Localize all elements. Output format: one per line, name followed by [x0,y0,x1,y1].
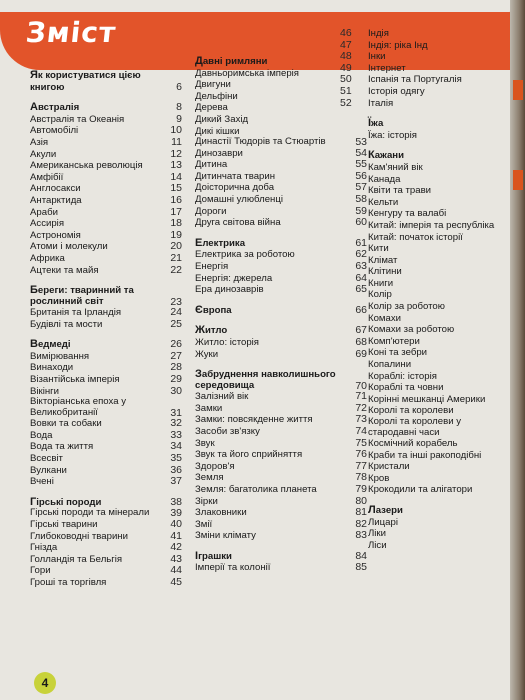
toc-entry-title: Давні римляни [195,55,268,67]
toc-entry-title: Іграшки [195,549,232,562]
toc-entry-title: Енергія: джерела [195,272,273,284]
toc-entry-page: 28 [170,361,182,374]
toc-entry-page: 19 [170,228,182,241]
toc-entry-title: Кров [368,472,390,484]
toc-entry-title: Австралія та Океанія [30,113,125,125]
toc-entry[interactable] [340,220,505,232]
toc-entry-title: Давньоримська імперія [195,67,299,79]
toc-entry-title: Автомобілі [30,125,79,137]
toc-entry-page: 85 [355,561,367,574]
toc-entry-title: Крокодили та алігатори [368,484,473,496]
toc-entry-title: Жуки [195,348,219,360]
section-gap [30,330,182,339]
toc-entry-title: Електрика за роботою [195,249,295,261]
toc-entry-title: Земля [195,472,224,484]
toc-entry-title: Китай: початок історії [368,231,463,243]
section-gap [340,141,505,150]
toc-entry-title: Індія: ріка Інд [368,39,428,51]
toc-entry[interactable] [340,289,505,301]
toc-entry[interactable] [30,183,182,195]
toc-entry-page: 9 [176,112,182,125]
toc-entry-title: Кораблі та човни [368,382,444,394]
toc-entry[interactable] [30,102,182,114]
toc-entry-title: Земля: багатолика планета [195,483,317,495]
toc-entry-title: Вчені [30,476,54,488]
toc-entry[interactable] [340,461,505,473]
toc-entry[interactable] [30,285,182,307]
toc-entry-page: 75 [355,436,367,449]
toc-entry-title: Космічний корабель [368,438,458,449]
toc-entry-title: Гірські тварини [30,518,98,530]
toc-entry[interactable] [340,336,505,348]
toc-entry[interactable] [340,540,505,552]
toc-entry-title: Кам'яний вік [368,161,423,173]
toc-entry-title: Лицарі [368,516,398,528]
page-tab-marker [513,80,523,100]
toc-entry-title: Індія [368,28,389,39]
toc-entry-title: Їжа [368,117,384,130]
toc-entry-title: Колір за роботою [368,301,445,313]
toc-entry-title: Будівлі та мости [30,318,103,330]
toc-entry-title: Ацтеки та майя [30,264,99,276]
toc-entry[interactable] [340,185,505,197]
toc-entry-title: Королі та королеви у стародавні часи [368,416,462,438]
toc-entry[interactable] [340,28,505,40]
toc-entry-page: 52 [340,96,352,109]
toc-entry[interactable] [30,508,182,519]
toc-entry[interactable] [340,63,505,75]
toc-entry-page: 73 [355,413,367,426]
section-gap [340,496,505,505]
toc-entry-title: Антарктида [30,194,82,206]
toc-entry-title: Інки [368,51,386,63]
toc-entry-page: 22 [170,263,182,276]
toc-entry[interactable] [340,243,505,255]
toc-entry-page: 46 [340,27,352,39]
toc-entry[interactable] [30,519,182,531]
toc-entry[interactable] [340,266,505,278]
toc-entry[interactable] [340,197,505,209]
toc-entry-title: Голландія та Бельгія [30,553,123,565]
toc-entry[interactable] [340,146,505,162]
toc-entry-title: Вода та життя [30,441,94,453]
toc-entry[interactable] [30,476,182,488]
toc-entry-page: 41 [170,529,182,542]
toc-entry[interactable] [30,172,182,184]
toc-entry[interactable] [30,565,182,577]
toc-entry[interactable] [30,207,182,219]
toc-entry-title: Кажани [368,149,405,162]
toc-entry[interactable] [30,430,182,442]
toc-entry[interactable] [340,359,505,371]
section-gap [30,276,182,285]
toc-entry-title: Зірки [195,495,218,507]
toc-entry-page: 68 [355,335,367,348]
toc-entry[interactable] [30,465,182,477]
toc-entry-page: 62 [355,248,367,261]
toc-entry-page: 23 [170,295,182,308]
toc-entry-page: 51 [340,84,352,97]
toc-entry[interactable] [30,70,182,93]
toc-entry-title: Астрономія [30,229,81,241]
toc-entry-title: Клітини [368,266,402,278]
toc-entry-page: 32 [170,417,182,430]
toc-entry-title: Залізний вік [195,391,249,403]
toc-entry-page: 63 [355,260,367,272]
toc-entry[interactable] [340,438,505,450]
toc-entry-title: Ера динозаврів [195,284,264,296]
toc-entry-title: Всесвіт [30,453,63,465]
toc-entry-page: 70 [355,379,367,392]
toc-entry-title: Звук [195,437,215,449]
toc-entry-title: Дельфіни [195,90,238,102]
toc-entry[interactable] [30,531,182,543]
section-gap [30,93,182,102]
toc-entry-page: 57 [355,181,367,194]
toc-entry-page: 45 [170,575,182,588]
toc-entry-page: 29 [170,373,182,386]
toc-entry-page: 16 [170,193,182,206]
toc-entry[interactable] [340,98,505,110]
toc-entry-page: 21 [170,251,182,264]
toc-entry-page: 67 [355,324,367,337]
toc-entry[interactable] [340,232,505,244]
toc-entry-title: Лазери [368,503,403,516]
toc-entry-page: 33 [170,428,182,441]
toc-entry-page: 18 [170,217,182,230]
toc-entry-page: 24 [170,306,182,319]
toc-entry-page: 59 [355,204,367,217]
toc-entry-page: 65 [355,283,367,296]
toc-entry-title: Ассирія [30,218,65,230]
toc-entry-title: Корінні мешканці Америки [368,393,486,405]
toc-entry-title: Гнізда [30,542,58,554]
toc-entry-title: Житло: історія [195,336,259,348]
page-title: Зміст [24,16,118,49]
toc-entry[interactable] [340,278,505,290]
toc-entry-title: Береги: тваринний та рослинний світ [30,284,134,307]
toc-entry[interactable] [30,351,182,363]
toc-entry[interactable] [340,40,505,52]
toc-entry[interactable] [340,301,505,313]
toc-entry-page: 15 [170,182,182,195]
toc-entry-title: Династії Тюдорів та Стюартів [195,136,326,148]
toc-entry-title: Зміни клімату [195,530,256,542]
toc-entry-page: 84 [355,549,367,562]
toc-entry-title: Кристали [368,461,410,473]
toc-entry-title: Кельти [368,196,399,208]
toc-entry[interactable] [30,441,182,453]
toc-entry-page: 13 [170,159,182,172]
toc-entry[interactable] [30,397,182,418]
toc-entry-page: 11 [171,135,182,148]
toc-entry-title: Амфібії [30,171,64,183]
toc-entry[interactable] [30,453,182,465]
toc-entry-title: Домашні улюбленці [195,194,283,206]
toc-entry-title: Злаковники [195,507,247,519]
toc-entry-page: 83 [355,529,367,542]
toc-entry-page: 26 [170,338,182,351]
toc-entry-title: Книги [368,277,394,289]
toc-entry-title: Житло [195,324,228,337]
toc-entry-title: Вікінги [30,385,60,397]
toc-entry-title: Гори [30,565,51,577]
toc-entry-title: Британія та Ірландія [30,307,122,319]
next-page-edge [510,0,525,700]
toc-entry-page: 6 [176,80,182,93]
toc-entry[interactable] [340,450,505,462]
toc-entry[interactable] [340,371,505,383]
toc-entry[interactable] [195,551,367,563]
toc-entry-title: Звук та його сприйняття [195,449,303,461]
toc-entry-title: Візантійська імперія [30,374,120,386]
toc-entry-title: Дикий Захід [195,113,249,125]
toc-entry[interactable] [30,137,182,149]
toc-entry-title: Друга світова війна [195,217,281,229]
toc-entry-title: Змії [195,518,213,530]
toc-column-1 [30,70,182,588]
toc-entry-page: 58 [355,193,367,206]
page-tab-marker [513,170,523,190]
toc-entry-title: Ліси [368,539,387,551]
toc-entry[interactable] [30,125,182,137]
page-number-badge: 4 [34,672,56,694]
toc-entry[interactable] [340,74,505,86]
toc-entry-page: 42 [170,541,182,554]
toc-entry[interactable] [30,218,182,230]
toc-entry[interactable] [195,562,367,574]
toc-entry-page: 60 [355,216,367,229]
toc-entry[interactable] [340,417,505,438]
toc-entry-title: Квіти та трави [368,185,432,197]
toc-entry-page: 78 [355,471,367,484]
toc-entry-title: Енергія [195,261,229,272]
section-gap [30,488,182,497]
toc-entry-page: 35 [170,452,182,465]
toc-entry-page: 40 [170,517,182,530]
toc-entry[interactable] [30,307,182,319]
toc-entry[interactable] [30,195,182,207]
toc-entry[interactable] [30,265,182,277]
toc-entry-title: Динозаври [195,147,243,159]
toc-entry-title: Вода [30,429,53,441]
toc-entry[interactable] [340,86,505,98]
toc-entry-page: 56 [355,169,367,182]
toc-entry-title: Азія [30,136,49,148]
toc-entry-title: Комахи за роботою [368,324,455,336]
toc-entry-page: 37 [170,475,182,488]
toc-entry-title: Як користуватися цією книгою [30,69,141,93]
toc-entry-page: 14 [170,170,182,183]
toc-entry-page: 79 [355,482,367,495]
toc-entry-page: 80 [355,494,367,507]
toc-entry-title: Здоров'я [195,460,235,472]
toc-entry-title: Замки [195,402,223,414]
toc-entry[interactable] [30,241,182,253]
toc-entry-title: Коні та зебри [368,347,428,359]
toc-entry[interactable] [30,253,182,265]
toc-entry-title: Імперії та колонії [195,562,271,574]
toc-entry-title: Електрика [195,236,246,249]
toc-entry-page: 17 [170,205,182,218]
toc-entry-title: Клімат [368,254,398,266]
toc-entry[interactable] [340,324,505,336]
toc-entry-page: 39 [170,507,182,520]
toc-entry[interactable] [30,418,182,430]
toc-entry-title: Вікторіанська епоха у Великобританії [30,396,127,418]
toc-entry[interactable] [30,230,182,242]
toc-entry-title: Копалини [368,359,412,371]
toc-entry-title: Дороги [195,205,227,217]
toc-entry-page: 53 [355,136,367,149]
toc-entry-title: Іспанія та Португалія [368,74,462,86]
toc-entry-page: 64 [355,271,367,284]
toc-entry-title: Кити [368,243,389,255]
toc-entry[interactable] [340,174,505,186]
toc-entry-title: Комп'ютери [368,335,420,347]
toc-entry[interactable] [340,51,505,63]
toc-entry-title: Кенгуру та валабі [368,208,447,220]
toc-entry-title: Атоми і молекули [30,241,108,253]
toc-entry-title: Колір [368,289,392,301]
toc-entry-page: 10 [170,124,182,137]
toc-entry-title: Гроші та торгівля [30,576,107,588]
toc-entry-page: 31 [170,406,182,419]
toc-entry[interactable] [340,130,505,142]
toc-entry-page: 47 [340,38,352,51]
toc-entry-page: 20 [170,240,182,253]
toc-entry-title: Дитина [195,159,228,171]
toc-entry[interactable] [30,554,182,566]
toc-entry-title: Вовки та собаки [30,418,102,430]
toc-entry-page: 69 [355,347,367,360]
toc-entry-page: 38 [170,495,182,508]
toc-entry-title: Дикі кішки [195,125,240,137]
toc-entry-title: Дерева [195,102,228,114]
toc-entry-page: 25 [170,317,182,330]
toc-entry[interactable] [340,528,505,540]
toc-entry-title: Італія [368,97,394,109]
toc-entry-title: Вулкани [30,464,67,476]
toc-entry-title: Вимірювання [30,350,90,362]
toc-entry[interactable] [30,160,182,172]
toc-entry-page: 61 [355,236,367,249]
toc-entry-title: Кораблі: історія [368,370,437,382]
toc-entry[interactable] [30,319,182,331]
toc-entry-title: Глибоководні тварини [30,530,128,542]
toc-entry-title: Араби [30,206,58,218]
toc-entry-page: 43 [170,552,182,565]
toc-entry-page: 82 [355,517,367,530]
toc-entry-title: Гірські породи [30,495,102,508]
toc-column-3 [340,28,505,551]
toc-entry-title: Англосакси [30,183,81,195]
toc-entry-page: 72 [355,401,367,414]
toc-entry-title: Ліки [368,528,386,540]
toc-entry-page: 74 [355,424,367,437]
toc-entry-title: Африка [30,252,65,264]
toc-entry-title: Двигуни [195,79,231,91]
toc-entry-title: Європа [195,303,232,316]
toc-entry-title: Ведмеді [30,338,71,351]
toc-entry-title: Замки: повсякденне життя [195,414,313,426]
toc-entry[interactable] [340,162,505,174]
toc-entry-title: Їжа: історія [368,129,417,141]
toc-entry-title: Історія одягу [368,85,425,97]
toc-entry-title: Американська революція [30,160,143,172]
toc-entry-page: 30 [170,384,182,397]
toc-entry-page: 81 [355,506,367,519]
toc-entry-title: Акули [30,148,57,160]
toc-entry-page: 44 [170,564,182,577]
toc-entry-title: Винаходи [30,362,74,374]
toc-entry-title: Королі та королеви [368,405,454,417]
toc-entry[interactable] [340,517,505,529]
toc-entry-page: 36 [170,463,182,476]
toc-entry[interactable] [340,118,505,130]
toc-entry[interactable] [30,362,182,374]
toc-entry-page: 76 [355,448,367,461]
toc-entry[interactable] [30,114,182,126]
toc-entry-page: 49 [340,61,352,74]
toc-entry-page: 50 [340,73,352,86]
toc-entry[interactable] [340,313,505,325]
toc-entry-page: 12 [170,147,182,160]
toc-entry-page: 55 [355,158,367,171]
toc-entry-page: 27 [170,349,182,362]
toc-entry-page: 8 [176,101,182,114]
toc-entry[interactable] [340,394,505,406]
toc-entry[interactable] [30,374,182,386]
toc-entry-title: Комахи [368,312,402,324]
toc-entry-title: Австралія [30,101,80,114]
toc-entry-title: Канада [368,173,401,185]
toc-entry-title: Засоби зв'язку [195,425,260,437]
toc-entry-page: 54 [355,146,367,159]
toc-entry[interactable] [30,339,182,351]
toc-entry[interactable] [340,204,505,220]
toc-entry-page: 77 [355,459,367,472]
toc-entry-title: Краби та інші ракоподібні [368,449,482,461]
toc-entry[interactable] [30,149,182,161]
toc-entry[interactable] [340,379,505,394]
toc-entry-page: 34 [170,440,182,453]
toc-entry[interactable] [340,473,505,485]
toc-entry-title: Доісторична доба [195,182,275,194]
toc-entry[interactable] [30,542,182,554]
toc-entry-title: Гірські породи та мінерали [30,507,150,519]
toc-entry-page: 66 [355,303,367,316]
toc-entry[interactable] [340,347,505,359]
toc-entry-title: Забруднення навколишнього середовища [195,368,336,391]
toc-entry[interactable] [30,577,182,589]
toc-entry-page: 48 [340,50,352,63]
toc-entry-page: 71 [355,390,367,403]
toc-entry[interactable] [340,484,505,496]
toc-entry-title: Китай: імперія та республіка [368,219,495,231]
toc-entry[interactable] [340,255,505,267]
toc-entry-title: Дитинчата тварин [195,170,276,182]
toc-entry[interactable] [340,505,505,517]
toc-entry-title: Інтернет [368,62,406,74]
section-gap [340,109,505,118]
